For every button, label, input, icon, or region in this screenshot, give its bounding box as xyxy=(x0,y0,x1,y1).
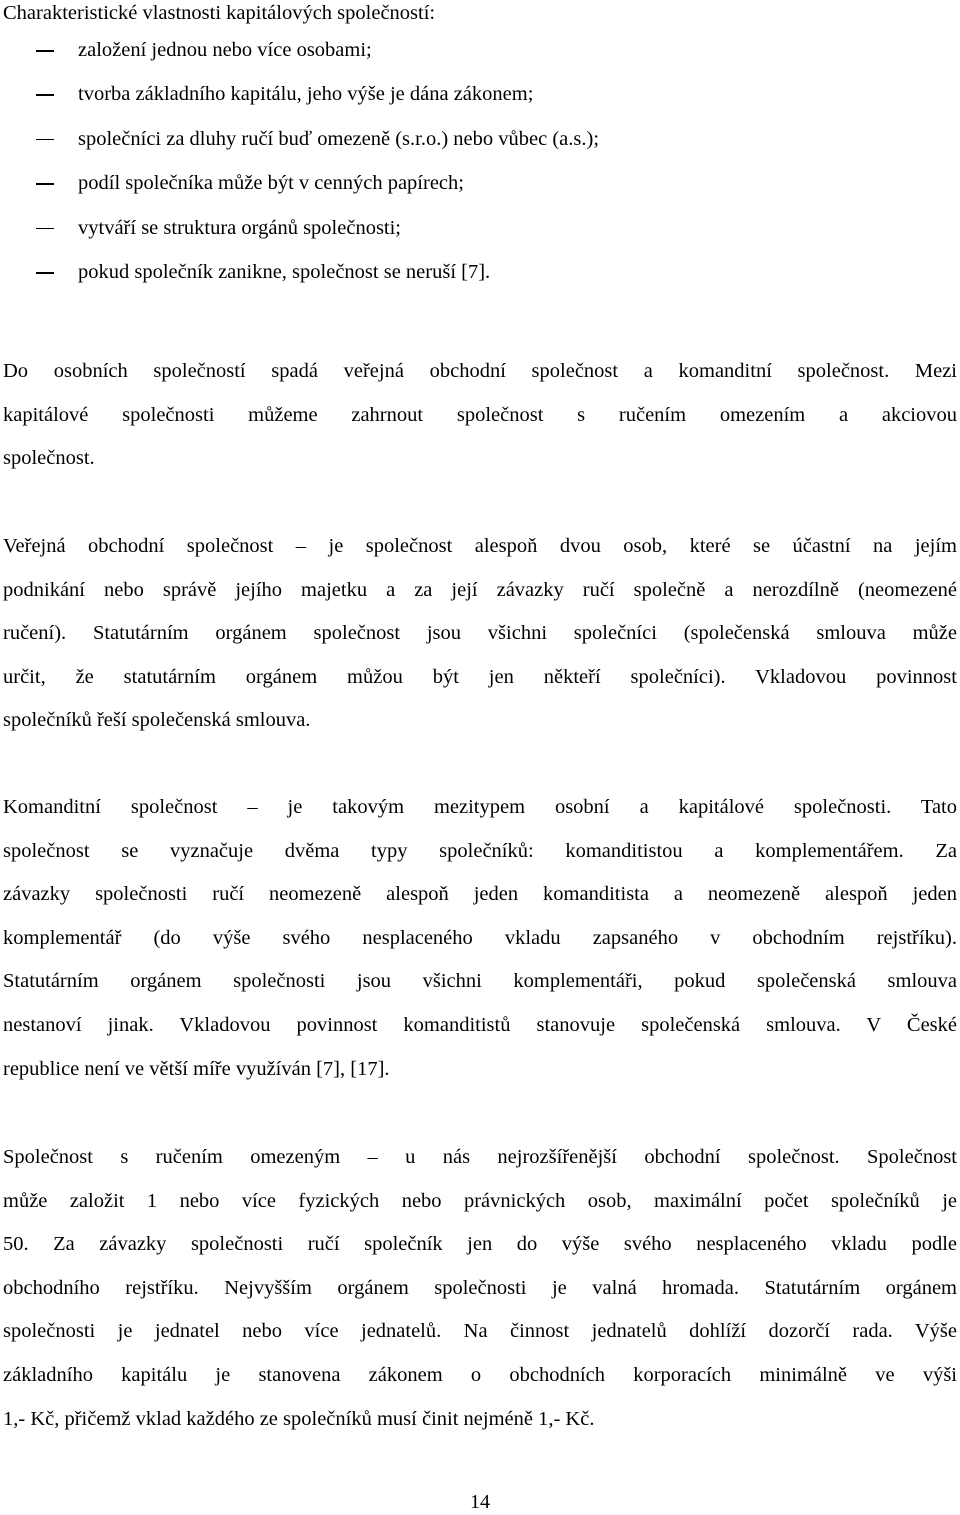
paragraph-line: Veřejná obchodní společnost – je společnost alespoň dvou osob, které se účastní na jejím xyxy=(3,535,957,557)
paragraph-company-types xyxy=(3,350,957,481)
paragraph-line: určit, že statutárním orgánem můžou být jen někteří společníci). Vkladovou povinnost xyxy=(3,665,957,688)
list-item xyxy=(3,161,957,205)
list-item xyxy=(3,117,957,161)
list-item-text: pokud společník zanikne, společnost se neruší [7]. xyxy=(78,260,491,283)
list-item xyxy=(3,250,957,294)
paragraph-line: kapitálové společnosti můžeme zahrnout společnost s ručením omezením a akciovou xyxy=(3,403,957,426)
paragraph-line: může založit 1 nebo více fyzických nebo právnických osob, maximální počet společníků je xyxy=(3,1189,957,1212)
dash-bullet-icon xyxy=(36,228,54,230)
paragraph-line: společnosti je jednatel nebo více jednatelů. Na činnost jednatelů dohlíží dozorčí rada. Výše xyxy=(3,1320,957,1343)
section-heading: Charakteristické vlastnosti kapitálových společností: xyxy=(3,2,436,24)
dash-bullet-icon xyxy=(36,183,54,185)
paragraph-line: Společnost s ručením omezeným – u nás nejrozšířenější obchodní společnost. Společnost xyxy=(3,1146,957,1168)
characteristics-list xyxy=(3,28,957,294)
paragraph-line: společnost se vyznačuje dvěma typy společníků: komanditistou a komplementářem. Za xyxy=(3,839,957,862)
paragraph-public-company xyxy=(3,525,957,743)
paragraph-line: komplementář (do výše svého nesplaceného vkladu zapsaného v obchodním rejstříku). xyxy=(3,926,957,949)
paragraph-line: nestanoví jinak. Vkladovou povinnost komanditistů stanovuje společenská smlouva. V České xyxy=(3,1013,957,1036)
list-item-text: společníci za dluhy ručí buď omezeně (s.r.o.) nebo vůbec (a.s.); xyxy=(78,127,600,150)
list-item xyxy=(3,206,957,250)
list-item-text: tvorba základního kapitálu, jeho výše je dána zákonem; xyxy=(78,83,534,106)
paragraph-line: Komanditní společnost – je takovým mezitypem osobní a kapitálové společnosti. Tato xyxy=(3,796,957,818)
list-item-text: podíl společníka může být v cenných papírech; xyxy=(78,172,464,195)
paragraph-limited-partnership xyxy=(3,786,957,1091)
dash-bullet-icon xyxy=(36,139,54,141)
paragraph-line: 1,- Kč, přičemž vklad každého ze společníků musí činit nejméně 1,- Kč. xyxy=(3,1407,595,1430)
paragraph-line: Statutárním orgánem společnosti jsou všichni komplementáři, pokud společenská smlouva xyxy=(3,970,957,993)
page-number: 14 xyxy=(470,1491,490,1513)
dash-bullet-icon xyxy=(36,272,54,274)
paragraph-line: obchodního rejstříku. Nejvyšším orgánem společnosti je valná hromada. Statutárním orgánem xyxy=(3,1276,957,1299)
dash-bullet-icon xyxy=(36,50,54,52)
list-item xyxy=(3,28,957,72)
dash-bullet-icon xyxy=(36,94,54,96)
list-item xyxy=(3,72,957,116)
paragraph-line: republice není ve větší míře využíván [7], [17]. xyxy=(3,1057,390,1080)
paragraph-limited-liability-company xyxy=(3,1136,957,1441)
paragraph-line: základního kapitálu je stanovena zákonem o obchodních korporacích minimálně ve výši xyxy=(3,1363,957,1386)
paragraph-line: ručení). Statutárním orgánem společnost jsou všichni společníci (společenská smlouva může xyxy=(3,622,957,645)
paragraph-line: 50. Za závazky společnosti ručí společník jen do výše svého nesplaceného vkladu podle xyxy=(3,1233,957,1256)
paragraph-line: Do osobních společností spadá veřejná obchodní společnost a komanditní společnost. Mezi xyxy=(3,360,957,382)
paragraph-line: závazky společnosti ručí neomezeně alespoň jeden komanditista a neomezeně alespoň jeden xyxy=(3,883,957,906)
paragraph-line: podnikání nebo správě jejího majetku a za její závazky ručí společně a nerozdílně (neomezené xyxy=(3,578,957,601)
paragraph-line: společnost. xyxy=(3,447,95,470)
list-item-text: vytváří se struktura orgánů společnosti; xyxy=(78,216,402,239)
list-item-text: založení jednou nebo více osobami; xyxy=(78,39,372,61)
paragraph-line: společníků řeší společenská smlouva. xyxy=(3,709,311,732)
